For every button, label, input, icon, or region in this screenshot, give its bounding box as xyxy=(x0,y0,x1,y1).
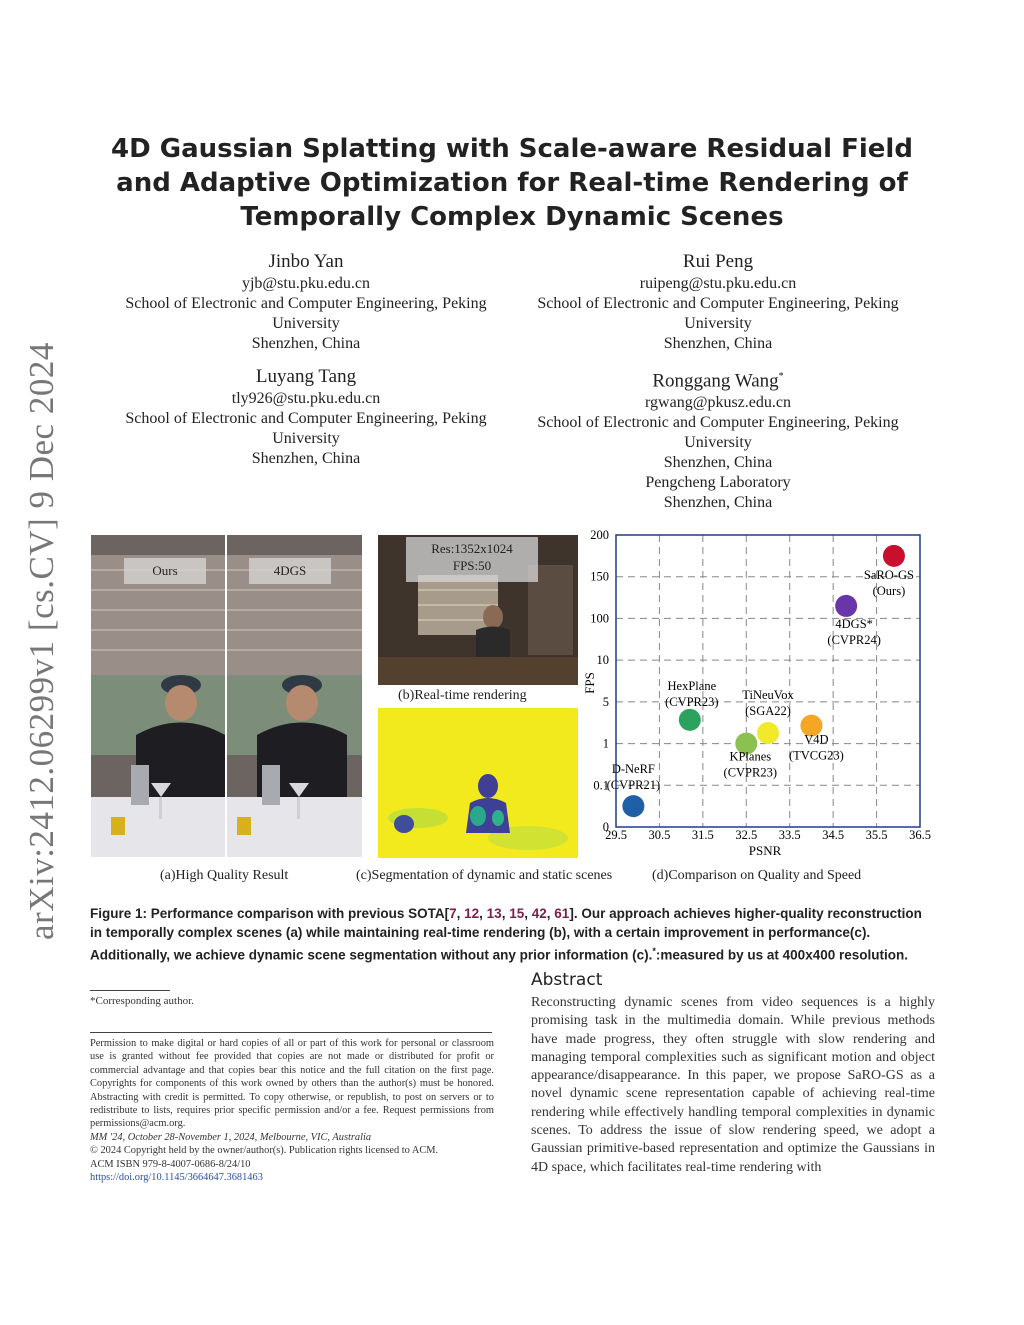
x-tick-labels xyxy=(605,828,931,842)
isbn-info: ACM ISBN 979-8-4007-0686-8/24/10 xyxy=(90,1158,251,1170)
caption-references: 7, 12, 13, 15, 42, 61 xyxy=(449,906,570,921)
x-tick-label: 35.5 xyxy=(865,828,888,842)
chart-points xyxy=(607,545,914,817)
y-tick-label: 5 xyxy=(602,694,609,709)
point-label-venue: (CVPR21) xyxy=(606,778,661,793)
author-block-4 xyxy=(522,365,914,513)
author-location: Shenzhen, China xyxy=(663,454,773,472)
data-point xyxy=(757,722,779,744)
data-point xyxy=(883,545,905,567)
author-affiliation: School of Electronic and Computer Engineering, Peking University xyxy=(125,295,487,332)
citation-link[interactable]: 15 xyxy=(509,906,525,921)
footnote-rule xyxy=(90,990,170,991)
author-location: Shenzhen, China xyxy=(251,450,361,467)
x-axis-label: PSNR xyxy=(748,843,782,858)
point-label-venue: (CVPR24) xyxy=(827,632,881,647)
y-tick-label: 0.1 xyxy=(593,778,609,793)
resolution-fps-tag xyxy=(406,537,538,582)
point-label-venue: (Ours) xyxy=(872,583,906,598)
author-affiliation-2: Pengcheng Laboratory xyxy=(645,474,791,492)
citation-link[interactable]: 42 xyxy=(531,906,547,921)
permission-text: Permission to make digital or hard copies of all or part of this work for personal or classroom use is granted without fee provided that copies are not made or distributed for profit or commercial advantage and that copies bear this notice and the full citation on the first page. Copyrights for components of this work owned by others than the author(s) must be honored. Abstracting with credit is permitted. To copy otherwise, or republish, to post on servers or to redistribute to lists, requires prior specific permission and/or a fee. Request permissions from permissions@acm.org. xyxy=(90,1038,494,1130)
abstract-heading: Abstract xyxy=(531,970,603,990)
point-label-venue: (SGA22) xyxy=(745,704,791,719)
data-point xyxy=(835,595,857,617)
caption-note-mark: * xyxy=(652,946,656,956)
author-email[interactable]: ruipeng@stu.pku.edu.cn xyxy=(639,275,797,292)
arxiv-identifier: arXiv:2412.06299v1 [cs.CV] 9 Dec 2024 xyxy=(22,342,61,940)
x-tick-label: 34.5 xyxy=(822,828,845,842)
author-affiliation: School of Electronic and Computer Engineering, Peking University xyxy=(537,414,899,452)
copyright-info: © 2024 Copyright held by the owner/author(s). Publication rights licensed to ACM. xyxy=(90,1145,439,1157)
conference-info: MM '24, October 28-November 1, 2024, Melbourne, VIC, Australia xyxy=(90,1131,372,1143)
figure-caption: Figure 1: Performance comparison with previous SOTA[7, 12, 13, 15, 42, 61]. Our approach achieves higher-quality reconstruction in temporally complex scenes (a) while maintaining real-time rendering (b), with a certain improvement in performance(c). Additionally, we achieve dynamic scene segmentation without any prior information (c).*:measured by us at 400x400 resolution. xyxy=(90,906,922,963)
author-block-1 xyxy=(110,250,502,354)
point-label-venue: (CVPR23) xyxy=(665,694,719,709)
x-tick-label: 36.5 xyxy=(909,828,931,842)
author-affiliation: School of Electronic and Computer Engineering, Peking University xyxy=(125,410,487,447)
data-point xyxy=(622,795,644,817)
point-label-name: KPlanes xyxy=(729,749,772,764)
corresponding-author-note: *Corresponding author. xyxy=(90,995,194,1007)
x-tick-label: 31.5 xyxy=(691,828,714,842)
x-tick-label: 29.5 xyxy=(605,828,627,842)
author-location: Shenzhen, China xyxy=(663,335,773,352)
doi-link[interactable]: https://doi.org/10.1145/3664647.3681463 xyxy=(90,1172,263,1184)
author-location: Shenzhen, China xyxy=(251,335,361,352)
tag-ours: Ours xyxy=(124,558,206,584)
author-affiliation: School of Electronic and Computer Engineering, Peking University xyxy=(537,295,899,332)
x-tick-label: 30.5 xyxy=(648,828,671,842)
resolution-text: Res:1352x1024 xyxy=(431,541,513,556)
abstract-text: Reconstructing dynamic scenes from video sequences is a highly promising task in the multimedia domain. While previous methods have made progress, they often struggle with slow rendering and managing temporal complexities such as significant motion and object appearance/disappearance. In this paper, we propose SaRO-GS as a novel dynamic scene representation capable of achieving real-time rendering while effectively handling temporal complexities in dynamic scenes. To address the issue of slow rendering speed, we adopt a Gaussian primitive-based representation and optimize the Gaussians in 4D space, which facilitates real-time rendering with xyxy=(531,995,935,1175)
point-label-name: TiNeuVox xyxy=(742,688,794,703)
y-tick-label: 150 xyxy=(590,569,609,584)
point-label-name: D-NeRF xyxy=(611,762,655,777)
point-label-name: HexPlane xyxy=(667,678,717,693)
author-block-2 xyxy=(522,250,914,354)
x-tick-label: 33.5 xyxy=(778,828,801,842)
author-name: Jinbo Yan xyxy=(268,251,344,272)
author-email[interactable]: rgwang@pkusz.edu.cn xyxy=(645,394,791,412)
permission-rule xyxy=(90,1032,492,1033)
fps-text: FPS:50 xyxy=(452,558,492,573)
y-axis-label: FPS xyxy=(582,672,597,694)
citation-link[interactable]: 13 xyxy=(486,906,502,921)
quality-speed-chart xyxy=(582,528,940,860)
y-tick-label: 10 xyxy=(596,653,609,668)
label-b: (b)Real-time rendering xyxy=(398,688,527,703)
label-a: (a)High Quality Result xyxy=(160,868,289,883)
author-name: Ronggang Wang* xyxy=(652,370,784,392)
citation-link[interactable]: 12 xyxy=(464,906,480,921)
citation-link[interactable]: 61 xyxy=(554,906,570,921)
author-name: Luyang Tang xyxy=(255,366,357,387)
x-tick-label: 32.5 xyxy=(735,828,758,842)
segmentation-map xyxy=(378,708,578,858)
label-c: (c)Segmentation of dynamic and static scenes xyxy=(356,868,613,883)
citation-link[interactable]: 7 xyxy=(449,906,457,921)
permission-block xyxy=(90,1037,494,1184)
y-tick-label: 0 xyxy=(602,820,609,834)
author-block-3 xyxy=(110,365,502,469)
data-point xyxy=(679,709,701,731)
point-label-venue: (CVPR23) xyxy=(723,765,778,780)
y-tick-label: 1 xyxy=(602,736,609,751)
corresponding-mark: * xyxy=(778,371,784,382)
point-label-name: SaRO-GS xyxy=(863,567,914,582)
author-name: Rui Peng xyxy=(682,251,754,272)
point-label-name: V4D xyxy=(804,732,829,747)
y-tick-label: 200 xyxy=(590,528,609,542)
paper-title: 4D Gaussian Splatting with Scale-aware Residual Field and Adaptive Optimization for Real-time Rendering of Temporally Complex Dynamic Scenes xyxy=(111,134,913,232)
tag-4dgs: 4DGS xyxy=(249,558,331,584)
author-email[interactable]: yjb@stu.pku.edu.cn xyxy=(241,275,371,292)
point-label-venue: (TVCG23) xyxy=(788,748,844,763)
author-email[interactable]: tly926@stu.pku.edu.cn xyxy=(231,390,381,407)
y-tick-label: 100 xyxy=(590,611,609,626)
author-location-2: Shenzhen, China xyxy=(663,494,773,512)
label-d: (d)Comparison on Quality and Speed xyxy=(652,868,862,883)
point-label-name: 4DGS* xyxy=(835,616,873,631)
